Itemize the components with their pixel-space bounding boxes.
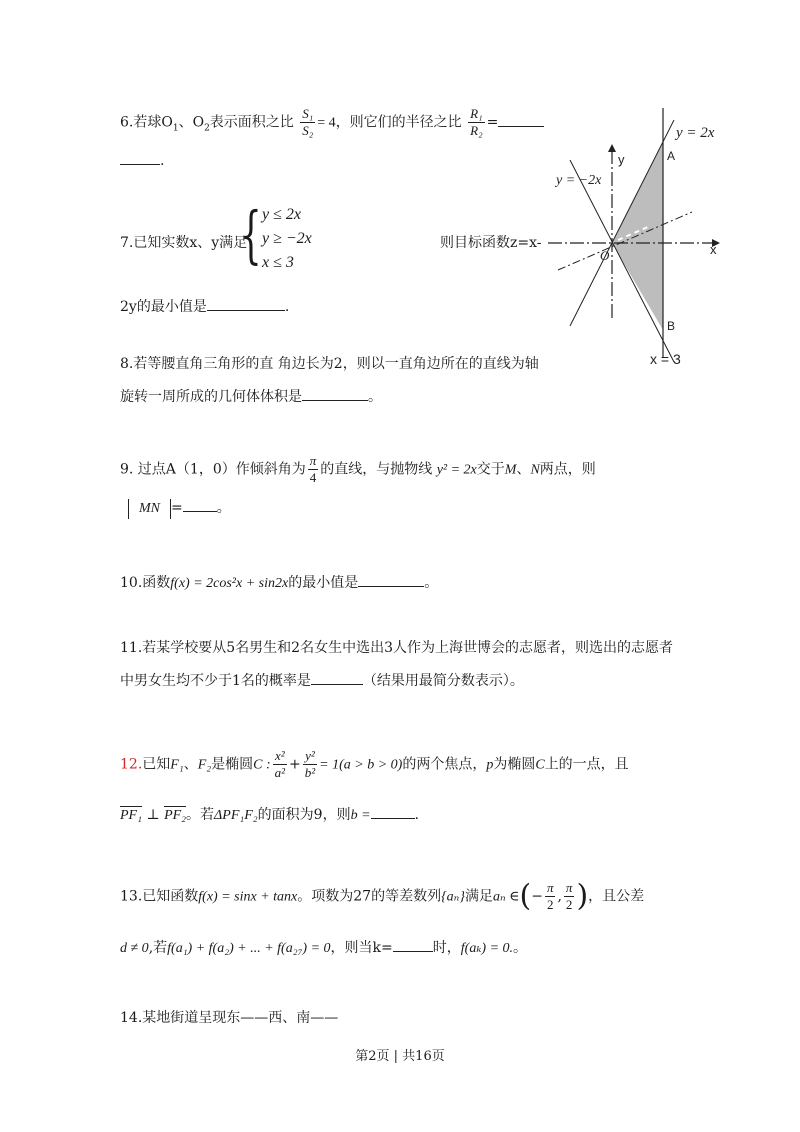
q9-angle <box>308 453 319 486</box>
q13-sum: f(a₁) + f(a₂) + ... + f(a₂₇) = 0 <box>167 941 331 956</box>
q10-answer-blank[interactable] <box>358 572 424 587</box>
q10-text-b: 的最小值是 <box>288 575 359 591</box>
question-6 <box>120 106 544 139</box>
q7-brace: { <box>240 198 262 271</box>
question-8-line1: 8.若等腰直角三角形的直 角边长为2，则以一直角边所在的直线为轴 <box>120 356 539 372</box>
question-11-line1: 11.若某学校要从5名男生和2名女生中选出3人作为上海世博会的志愿者，则选出的志愿者 <box>120 640 673 656</box>
feasible-region-graph <box>540 100 740 375</box>
q6-sub1: 1 <box>172 123 179 134</box>
q10-expr: f(x) = 2cos²x + sin2x <box>170 576 289 591</box>
q12-sep: 、 <box>183 756 198 773</box>
label-y-eq-2x: y = 2x <box>676 125 715 141</box>
q12-text-g: 的面积为9，则 <box>257 807 351 823</box>
page-footer: 第2页 | 共16页 <box>355 1049 445 1064</box>
q12-answer-blank[interactable] <box>371 804 415 819</box>
q13-fak: f(aₖ) = 0. <box>460 941 514 956</box>
q12-text-a: 已知 <box>142 756 171 773</box>
q12-frac1-den: a² <box>274 765 286 780</box>
q12-eq: = 1(a > b > 0) <box>319 757 403 773</box>
q9-frac-den: 4 <box>309 470 317 485</box>
q13-line2 <box>120 937 527 959</box>
q12-f1: F₁ <box>170 757 184 773</box>
question-12 <box>120 748 629 781</box>
q13-text-b: 。项数为27的等差数列 <box>297 888 442 905</box>
q9-text-a: 9. 过点A（1，0）作倾斜角为 <box>120 461 306 478</box>
q13-d: d ≠ 0 <box>120 941 149 956</box>
q13-text-c: 满足 <box>464 888 493 905</box>
q6-sub2: 2 <box>204 123 210 134</box>
q7-row-3: x ≤ 3 <box>262 254 294 271</box>
q7-text-b: 则目标函数z=x- <box>440 235 542 251</box>
question-9 <box>120 453 596 486</box>
q13-rparen: ) <box>576 878 589 914</box>
q11-answer-blank[interactable] <box>311 670 363 685</box>
q9-n: N <box>530 462 540 478</box>
q12-p: p <box>486 757 494 773</box>
question-7 <box>120 233 247 253</box>
q12-f2: F₂ <box>197 757 212 773</box>
q13-an: aₙ ∈ <box>492 889 520 905</box>
q9-frac-num: π <box>309 453 317 468</box>
q6-answer-blank[interactable] <box>498 112 544 127</box>
q12-vec2: PF₂ <box>164 808 187 823</box>
q6-radius-ratio <box>468 106 484 139</box>
q7-row-1: y ≤ 2x <box>262 206 301 223</box>
question-11-line2 <box>120 670 524 691</box>
label-axis-y: y <box>618 152 625 167</box>
q6-frac2-den: R₂ <box>470 123 483 138</box>
q12-frac-x <box>273 748 287 781</box>
q9-sep: 、 <box>516 461 531 478</box>
q13-text-e: ，则当k= <box>330 940 393 956</box>
q12-text-b: 是椭圆 <box>211 756 254 773</box>
label-point-b: B <box>667 319 676 333</box>
q12-text-c: 的两个焦点， <box>402 756 487 773</box>
q6-answer-blank-2[interactable] <box>120 150 160 165</box>
q10-text-a: 10.函数 <box>120 575 171 591</box>
q6-text-b: 表示面积之比 <box>209 114 294 131</box>
q12-c2: C <box>535 757 545 773</box>
q13-end: 。 <box>513 940 528 956</box>
q9-abs: MN <box>128 499 171 519</box>
q6-eq: = 4 <box>317 115 336 131</box>
q12-line2 <box>120 804 419 826</box>
q6-end: . <box>160 153 165 169</box>
q6-frac2-num: R₁ <box>470 106 483 121</box>
q12-number: 12. <box>120 756 143 773</box>
q12-frac1-num: x² <box>273 748 287 765</box>
q7-answer-blank[interactable] <box>207 296 285 311</box>
q13-text-a: 13.已知函数 <box>120 888 199 905</box>
q13-answer-blank[interactable] <box>393 937 433 952</box>
question-10 <box>120 572 438 594</box>
label-axis-x: x <box>710 242 717 257</box>
label-y-eq-neg2x: y = −2x <box>556 173 602 188</box>
q12-text-e: 上的一点，且 <box>544 756 629 773</box>
q12-frac-y <box>303 748 317 781</box>
q12-end: . <box>414 807 419 823</box>
q12-frac2-den: b² <box>304 765 316 780</box>
q13-f2-num: π <box>565 880 573 895</box>
q11-line2-a: 中男女生均不少于1名的概率是 <box>120 673 311 689</box>
q12-perp: ⊥ <box>146 807 160 823</box>
q12-c: C : <box>253 757 271 773</box>
question-14: 14.某地街道呈现东——西、南—— <box>120 1010 339 1026</box>
q8-end: 。 <box>368 389 382 405</box>
q7-text-a: 7.已知实数x、y满足 <box>120 235 248 251</box>
q13-text-f: 时， <box>432 940 461 956</box>
q9-answer-blank[interactable] <box>183 497 217 512</box>
q12-text-f: 。若 <box>186 807 215 823</box>
q8-line2-text: 旋转一周所成的几何体体积是 <box>120 389 302 405</box>
q13-f1-den: 2 <box>546 897 554 912</box>
label-origin: O <box>600 248 610 263</box>
q13-frac1 <box>545 880 556 913</box>
label-point-a: A <box>667 149 676 163</box>
q13-seq: {aₙ} <box>441 889 465 905</box>
q13-expr: f(x) = sinx + tanx <box>198 889 298 905</box>
q9-m: M <box>504 462 517 478</box>
q6-sep: 、O <box>178 114 205 131</box>
q13-f1-num: π <box>546 880 554 895</box>
q7-text-c: 2y的最小值是 <box>120 299 207 315</box>
q12-frac2-num: y² <box>303 748 317 765</box>
q12-vec1: PF₁ <box>120 808 142 823</box>
q6-text-c: ，则它们的半径之比 <box>335 114 462 131</box>
q7-constraint-system <box>240 198 330 276</box>
q7-row-2: y ≥ −2x <box>262 230 312 247</box>
q11-line2-b: （结果用最简分数表示）。 <box>362 673 524 689</box>
q9-line2 <box>128 497 231 519</box>
q9-text-d: 两点，则 <box>539 461 596 478</box>
q9-end: 。 <box>216 500 231 516</box>
q6-area-ratio <box>300 106 315 139</box>
q12-text-d: 为椭圆 <box>493 756 536 773</box>
q9-parabola: y² = 2x <box>436 462 477 478</box>
question-13: 13.已知函数f(x) = sinx + tanx。项数为27的等差数列{aₙ}满足aₙ ∈(− $\frac{\pi}{2}$ , $\frac{\pi}{2}$ )，且公差 <box>120 878 645 914</box>
q6-eq2: = <box>486 114 499 131</box>
q12-b: b = <box>350 808 371 823</box>
q8-answer-blank[interactable] <box>302 386 368 401</box>
q13-lparen: ( <box>519 878 532 914</box>
q13-line2-b: ,若 <box>148 940 168 956</box>
q6-frac-den: S₂ <box>302 123 314 138</box>
label-x-eq-3: x = 3 <box>650 351 681 367</box>
q9-text-b: 的直线，与抛物线 <box>320 461 433 478</box>
y-axis-arrow <box>608 144 616 152</box>
q6-line2 <box>120 150 164 171</box>
q13-frac2 <box>564 880 575 913</box>
q12-plus: + <box>289 756 301 773</box>
q6-frac-num: S₁ <box>302 106 314 121</box>
q7-line2 <box>120 296 289 317</box>
q9-eq2: = <box>171 500 183 516</box>
question-8-line2 <box>120 386 382 407</box>
q9-text-c: 交于 <box>476 461 505 478</box>
q13-text-d: ，且公差 <box>588 888 645 905</box>
q7-end: . <box>284 299 290 315</box>
q6-text-a: 6.若球O <box>120 114 173 131</box>
q10-end: 。 <box>424 575 439 591</box>
q12-triangle: ΔPF₁F₂ <box>214 808 258 823</box>
q13-f2-den: 2 <box>565 897 573 912</box>
